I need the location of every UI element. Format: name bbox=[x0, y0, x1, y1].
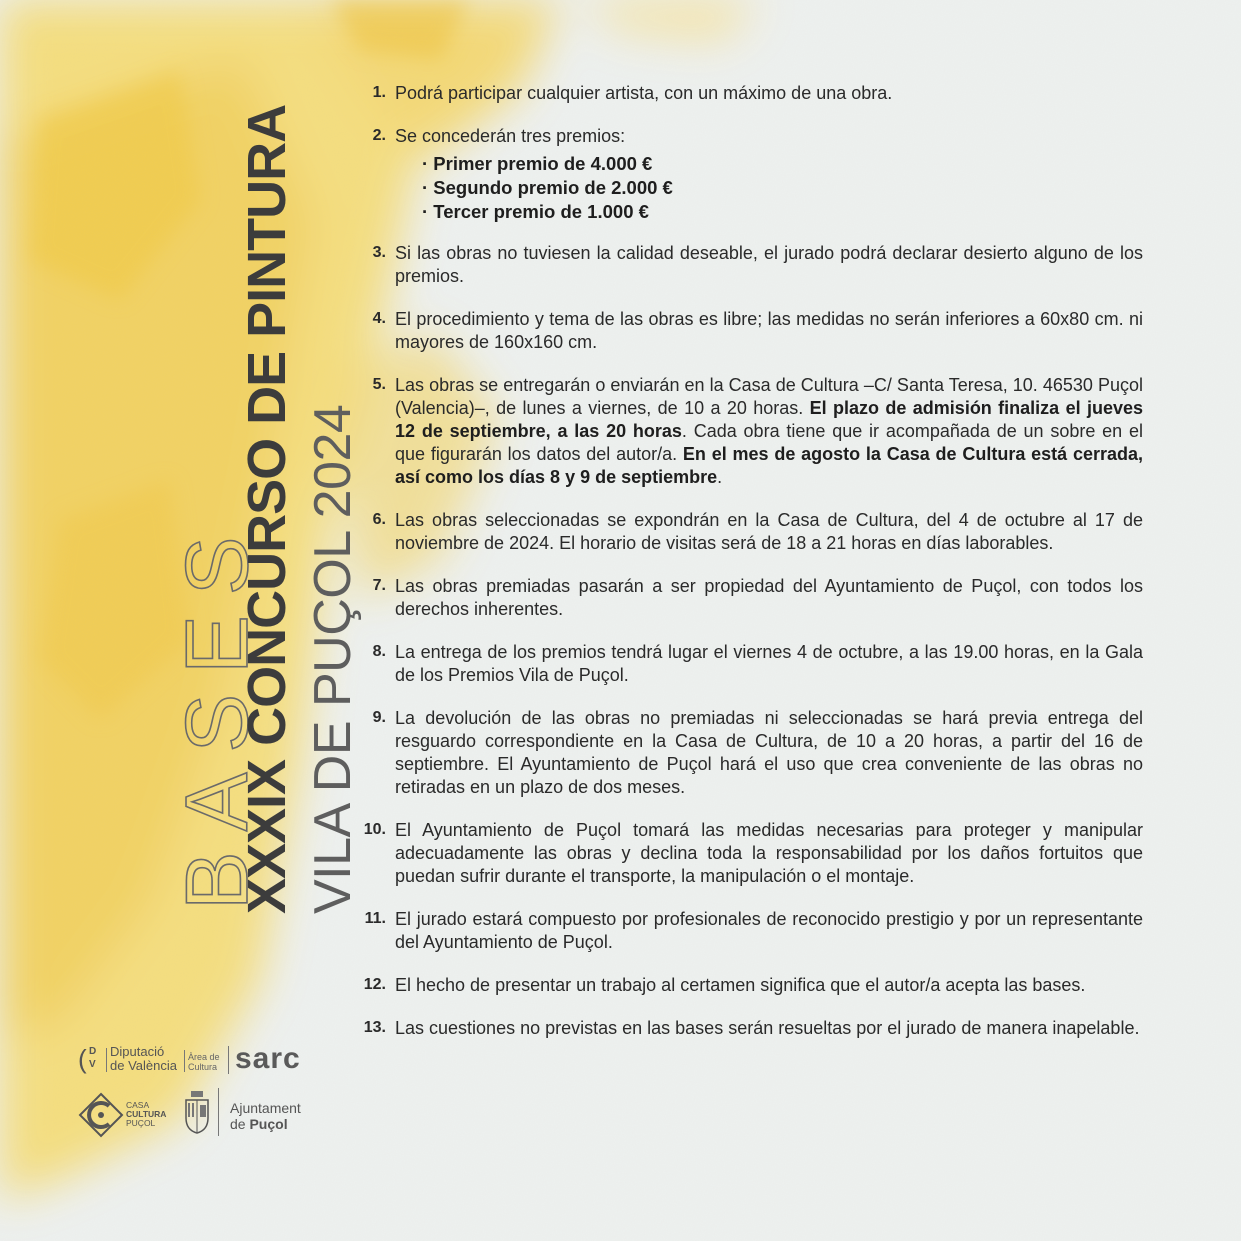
rule-number: 13. bbox=[363, 1019, 386, 1036]
rule-text bbox=[395, 374, 1143, 489]
rule-text bbox=[395, 641, 1143, 687]
rule-text bbox=[395, 242, 1143, 288]
ajuntament-name: Ajuntament de Puçol bbox=[230, 1100, 301, 1132]
rule-text bbox=[395, 308, 1143, 354]
rule-number: 3. bbox=[372, 244, 386, 261]
rule-text-span: Las obras seleccionadas se expondrán en la Casa de Cultura, del 4 de octubre al 17 de noviembre de 2024. El horario de visitas será de 18 a 21 horas en días laborables. bbox=[395, 510, 1143, 553]
casa-cultura-logo-icon bbox=[78, 1092, 124, 1138]
area-cultura-label: Àrea de Cultura bbox=[188, 1052, 220, 1072]
rule-number: 7. bbox=[372, 577, 386, 594]
rule-text-span: El hecho de presentar un trabajo al certamen significa que el autor/a acepta las bases. bbox=[395, 975, 1086, 995]
rule-text bbox=[395, 974, 1143, 997]
rule-item bbox=[355, 242, 1143, 288]
rule-text bbox=[395, 819, 1143, 888]
prize-item: · Segundo premio de 2.000 € bbox=[422, 177, 673, 198]
rule-item bbox=[355, 974, 1143, 997]
rule-number: 8. bbox=[372, 643, 386, 660]
bases-title: BASES bbox=[167, 516, 266, 910]
rule-text-span: Las obras premiadas pasarán a ser propiedad del Ayuntamiento de Puçol, con todos los derechos inherentes. bbox=[395, 576, 1143, 619]
rule-text-span: Se concederán tres premios: bbox=[395, 126, 626, 146]
rule-item bbox=[355, 374, 1143, 489]
rule-text-span: El jurado estará compuesto por profesionales de reconocido prestigio y por un representante del Ayuntamiento de Puçol. bbox=[395, 909, 1143, 952]
rule-text bbox=[395, 908, 1143, 954]
pucol-shield-icon bbox=[184, 1090, 210, 1134]
diputacio-name: Diputació de València bbox=[110, 1044, 177, 1073]
sponsor-logos bbox=[78, 1042, 318, 1142]
rule-number: 1. bbox=[372, 84, 386, 101]
rule-text-span: . Cada obra tiene que ir acompañada de un sobre en el que figurarán los datos del autor/a. bbox=[395, 421, 1143, 464]
divider bbox=[184, 1050, 185, 1072]
rule-number: 2. bbox=[372, 127, 386, 144]
rule-number: 10. bbox=[363, 821, 386, 838]
divider bbox=[106, 1048, 107, 1072]
rule-number: 11. bbox=[364, 910, 386, 927]
rule-item bbox=[355, 819, 1143, 888]
rule-number: 12. bbox=[363, 976, 386, 993]
sarc-logo: sarc bbox=[235, 1042, 301, 1075]
rule-number: 4. bbox=[372, 310, 386, 327]
rule-text-span: Las cuestiones no previstas en las bases serán resueltas por el jurado de manera inapelable. bbox=[395, 1018, 1140, 1038]
rule-text-span: Si las obras no tuviesen la calidad deseable, el jurado podrá declarar desierto alguno de los premios. bbox=[395, 243, 1143, 286]
casa-cultura-name: CASA CULTURA PUÇOL bbox=[126, 1100, 167, 1128]
prize-item: · Primer premio de 4.000 € bbox=[422, 153, 653, 174]
rule-text bbox=[395, 575, 1143, 621]
rule-text bbox=[395, 125, 1143, 148]
rule-text bbox=[395, 509, 1143, 555]
rule-item bbox=[355, 707, 1143, 799]
divider bbox=[218, 1088, 219, 1136]
contest-subtitle: VILA DE PUÇOL 2024 bbox=[304, 404, 362, 914]
prize-item: · Tercer premio de 1.000 € bbox=[422, 201, 649, 222]
diputacio-logo-icon: ( D V bbox=[78, 1044, 97, 1074]
rule-text-span: La entrega de los premios tendrá lugar el viernes 4 de octubre, a las 19.00 horas, en la Gala de los Premios Vila de Puçol. bbox=[395, 642, 1143, 685]
rule-item bbox=[355, 1017, 1143, 1040]
rule-number: 5. bbox=[372, 376, 386, 393]
rule-number: 6. bbox=[372, 511, 386, 528]
rule-text bbox=[395, 707, 1143, 799]
contest-title: XXXIX CONCURSO DE PINTURA bbox=[237, 104, 297, 914]
divider bbox=[228, 1046, 229, 1074]
rule-item bbox=[355, 908, 1143, 954]
rule-text-span: El Ayuntamiento de Puçol tomará las medidas necesarias para proteger y manipular adecuadamente las obras y declina toda la responsabilidad por los daños fortuitos que puedan sufrir durante el transporte, la manipulación o el montaje. bbox=[395, 820, 1143, 886]
rule-text-span: Podrá participar cualquier artista, con un máximo de una obra. bbox=[395, 83, 893, 103]
prize-list bbox=[395, 152, 1143, 224]
rule-text-span: El procedimiento y tema de las obras es libre; las medidas no serán inferiores a 60x80 cm. ni mayores de 160x160 cm. bbox=[395, 309, 1143, 352]
rule-text-span: Las obras se entregarán o enviarán en la Casa de Cultura –C/ Santa Teresa, 10. 46530 Puçol (Valencia)–, de lunes a viernes, de 10 a 20 horas. bbox=[395, 375, 1143, 418]
rule-item bbox=[355, 509, 1143, 555]
rule-item bbox=[355, 575, 1143, 621]
rule-text-span: . bbox=[717, 467, 723, 487]
rule-item bbox=[355, 641, 1143, 687]
rule-text bbox=[395, 1017, 1143, 1040]
rule-text-span: La devolución de las obras no premiadas ni seleccionadas se hará previa entrega del resguardo correspondiente en la Casa de Cultura, de 10 a 20 horas, a partir del 16 de septiembre. El Ayuntamiento de Puçol hará el uso que crea conveniente de las obras no retiradas en un plazo de dos meses. bbox=[395, 708, 1143, 797]
rules-list bbox=[355, 82, 1143, 1040]
rule-item bbox=[355, 125, 1143, 224]
rule-text-bold: El plazo de admisión finaliza el jueves 12 de septiembre, a las 20 horas bbox=[395, 398, 1143, 441]
rule-item bbox=[355, 82, 1143, 105]
rule-text bbox=[395, 82, 1143, 105]
rule-item bbox=[355, 308, 1143, 354]
rule-text-bold: En el mes de agosto la Casa de Cultura está cerrada, así como los días 8 y 9 de septiembre bbox=[395, 444, 1143, 487]
rule-number: 9. bbox=[372, 709, 386, 726]
